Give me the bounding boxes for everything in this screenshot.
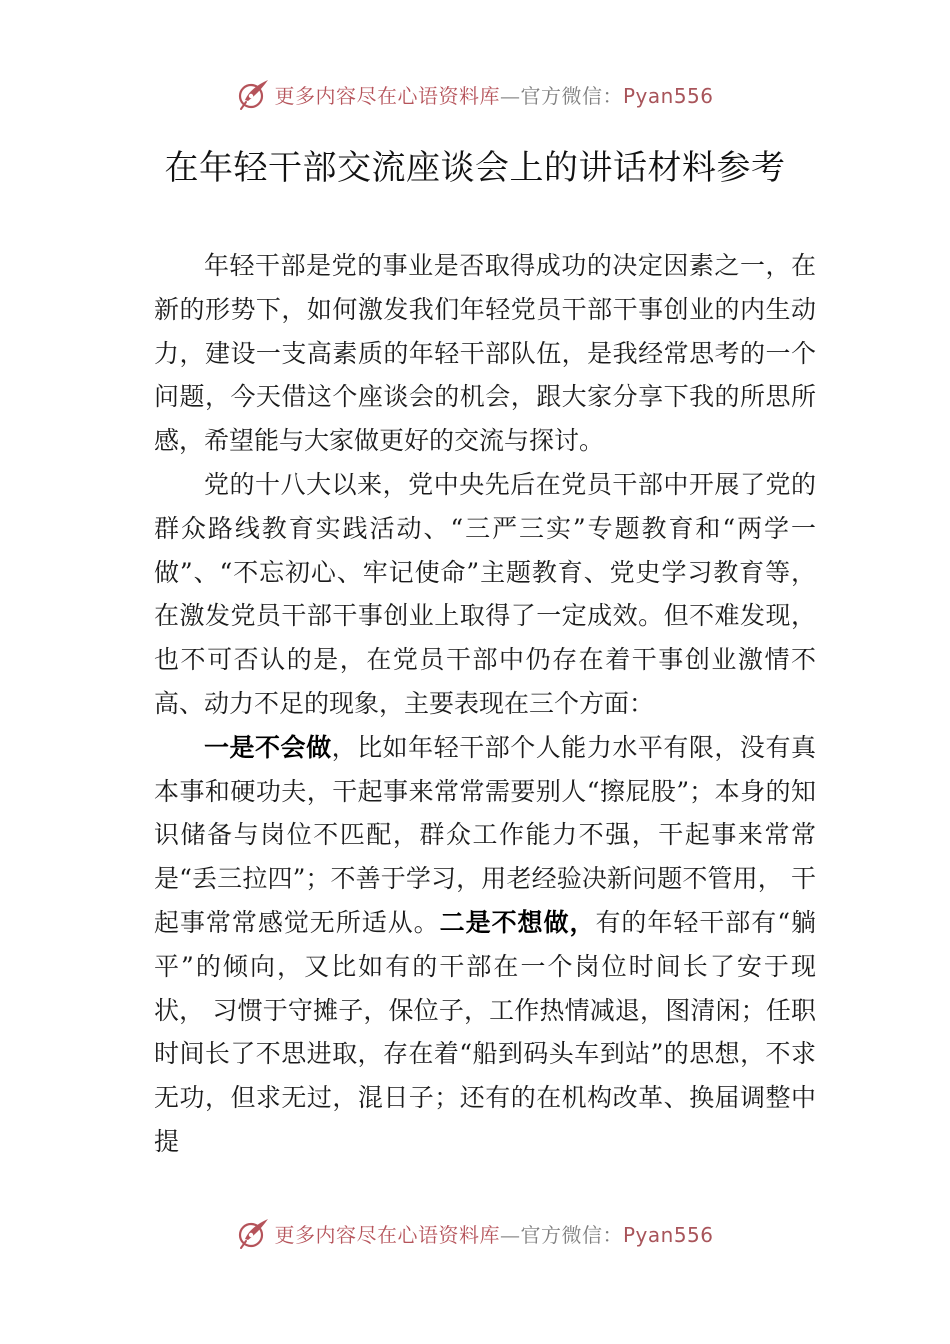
header-separator: — [499, 83, 521, 108]
document-title: 在年轻干部交流座谈会上的讲话材料参考 [164, 148, 786, 188]
point-1-text: ，比如年轻干部个人能力水平有限，没有真本事和硬功夫，干起事来常常需要别人“擦屁股”；本身的知识储备与岗位不匹配，群众工作能力不强，干起事来常常是“丢三拉四”；不善于学习，用老经验决新问题不管用， 干起事常常感觉无所适从。 [154, 732, 816, 937]
paragraph-1: 年轻干部是党的事业是否取得成功的决定因素之一，在新的形势下，如何激发我们年轻党员干部干事创业的内生动力，建设一支高素质的年轻干部队伍，是我经常思考的一个问题，今天借这个座谈会的机会，跟大家分享下我的所思所感，希望能与大家做更好的交流与探讨。 [154, 251, 816, 456]
header-brand-text: 更多内容尽在心语资料库 [274, 83, 500, 108]
paragraph-3 [154, 726, 816, 1164]
point-2-text: 有的年轻干部有“躺平”的倾向，又比如有的干部在一个岗位时间长了安于现状， 习惯于守摊子，保位子，工作热情减退，图清闲；任职时间长了不思进取，存在着“船到码头车到站”的思想，不求无功，但求无过，混日子；还有的在机构改革、换届调整中提 [154, 907, 816, 1156]
quill-pen-logo-icon [236, 1215, 272, 1251]
document-body [154, 244, 816, 1164]
point-2-heading: 二是不想做， [439, 907, 596, 937]
footer-wechat-label: 官方微信： [520, 1222, 623, 1247]
header-banner [0, 72, 950, 116]
footer-wechat-id: Pyan556 [622, 1222, 714, 1247]
footer-banner-text [274, 1219, 713, 1248]
header-banner-text [274, 80, 713, 109]
header-wechat-label: 官方微信： [520, 83, 623, 108]
quill-pen-logo-icon [236, 76, 272, 112]
footer-brand-text: 更多内容尽在心语资料库 [274, 1222, 500, 1247]
point-1-heading: 一是不会做 [204, 732, 332, 762]
header-wechat-id: Pyan556 [622, 83, 714, 108]
footer-separator: — [499, 1222, 521, 1247]
paragraph-2: 党的十八大以来，党中央先后在党员干部中开展了党的群众路线教育实践活动、“三严三实”专题教育和“两学一做”、“不忘初心、牢记使命”主题教育、党史学习教育等，在激发党员干部干事创业上取得了一定成效。但不难发现，也不可否认的是，在党员干部中仍存在着干事创业激情不高、动力不足的现象，主要表现在三个方面： [154, 469, 816, 718]
footer-banner [0, 1211, 950, 1255]
